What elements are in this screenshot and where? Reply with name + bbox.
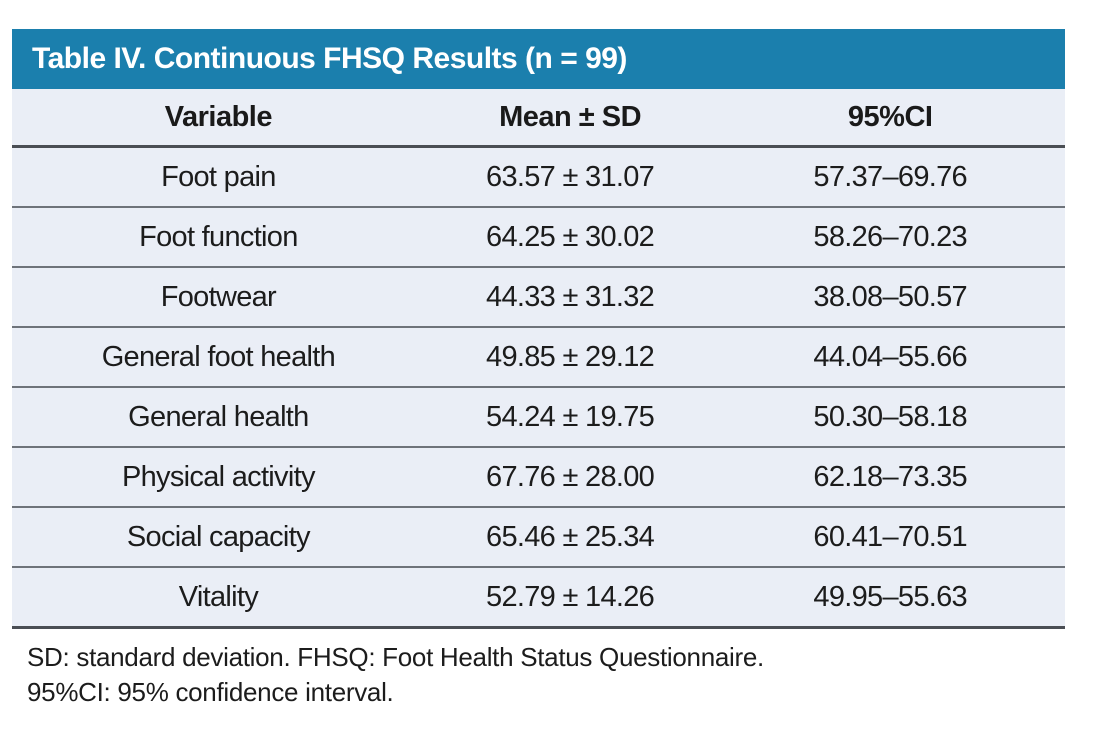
cell-ci: 57.37–69.76 [715, 147, 1065, 208]
table-row [12, 507, 1065, 567]
cell-ci: 44.04–55.66 [715, 327, 1065, 387]
footnote-abbreviations: SD: standard deviation. FHSQ: Foot Health Status Questionnaire. [27, 642, 764, 672]
cell-variable: General foot health [12, 327, 425, 387]
cell-mean-sd: 64.25 ± 30.02 [425, 207, 716, 267]
cell-variable: Physical activity [12, 447, 425, 507]
table-footnotes [27, 640, 1065, 710]
cell-mean-sd: 52.79 ± 14.26 [425, 567, 716, 628]
cell-ci: 62.18–73.35 [715, 447, 1065, 507]
cell-ci: 50.30–58.18 [715, 387, 1065, 447]
cell-variable: Social capacity [12, 507, 425, 567]
cell-mean-sd: 54.24 ± 19.75 [425, 387, 716, 447]
cell-variable: General health [12, 387, 425, 447]
cell-ci: 58.26–70.23 [715, 207, 1065, 267]
cell-ci: 49.95–55.63 [715, 567, 1065, 628]
fhsq-results-table-figure [12, 29, 1065, 710]
cell-variable: Foot pain [12, 147, 425, 208]
cell-mean-sd: 49.85 ± 29.12 [425, 327, 716, 387]
table-title-band [12, 29, 1065, 89]
table-row [12, 567, 1065, 628]
cell-variable: Vitality [12, 567, 425, 628]
table-row [12, 447, 1065, 507]
table-row [12, 327, 1065, 387]
footnote-ci-definition: 95%CI: 95% confidence interval. [27, 677, 394, 707]
table-row [12, 267, 1065, 327]
cell-ci: 38.08–50.57 [715, 267, 1065, 327]
cell-mean-sd: 44.33 ± 31.32 [425, 267, 716, 327]
table-row [12, 147, 1065, 208]
header-row [12, 89, 1065, 147]
results-table [12, 89, 1065, 629]
column-header-mean-sd: Mean ± SD [425, 89, 716, 147]
cell-variable: Foot function [12, 207, 425, 267]
cell-ci: 60.41–70.51 [715, 507, 1065, 567]
cell-variable: Footwear [12, 267, 425, 327]
table-row [12, 387, 1065, 447]
column-header-variable: Variable [12, 89, 425, 147]
cell-mean-sd: 63.57 ± 31.07 [425, 147, 716, 208]
cell-mean-sd: 65.46 ± 25.34 [425, 507, 716, 567]
cell-mean-sd: 67.76 ± 28.00 [425, 447, 716, 507]
table-row [12, 207, 1065, 267]
table-title: Table IV. Continuous FHSQ Results (n = 99) [32, 42, 627, 75]
column-header-ci: 95%CI [715, 89, 1065, 147]
